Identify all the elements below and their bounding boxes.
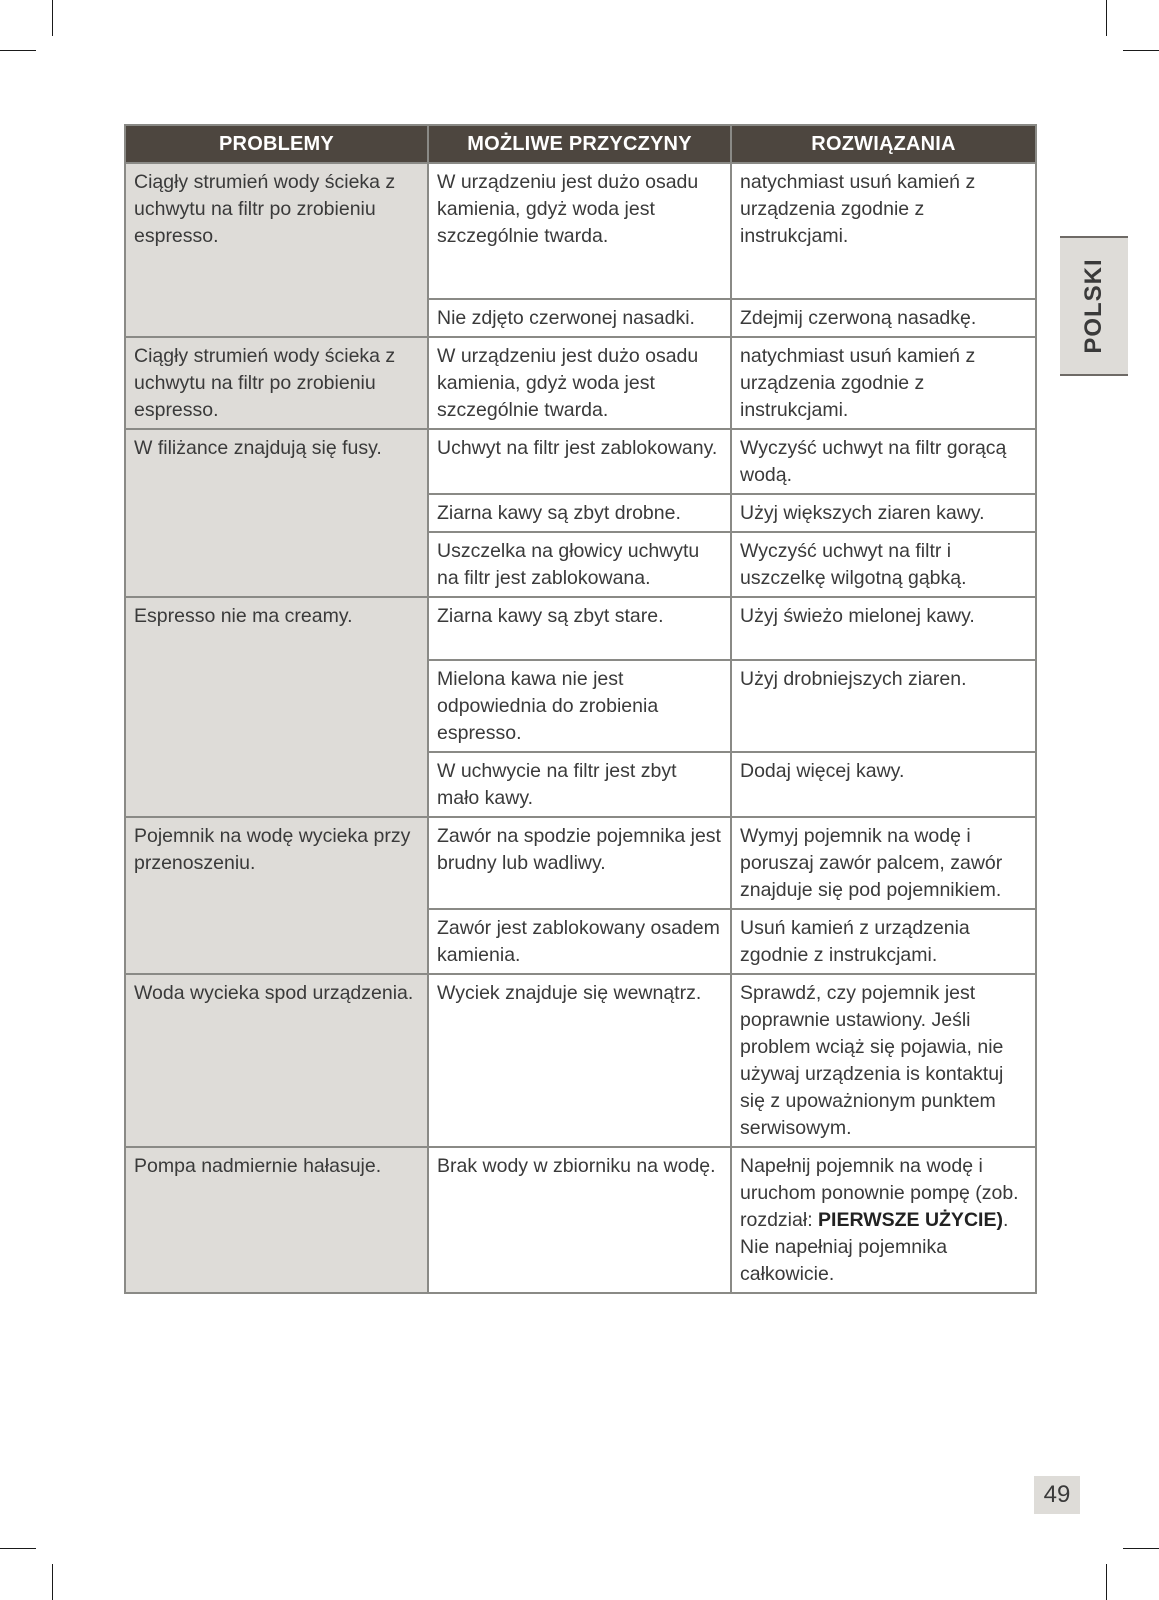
crop-mark: [1106, 0, 1107, 36]
solution-cell: natychmiast usuń kamień z urządzenia zgodnie z instrukcjami.: [731, 163, 1036, 299]
crop-mark: [52, 1564, 53, 1600]
cause-cell: W urządzeniu jest dużo osadu kamienia, gdyż woda jest szczególnie twarda.: [428, 337, 731, 429]
crop-mark: [1123, 1548, 1159, 1549]
solution-cell: Użyj drobniejszych ziaren.: [731, 660, 1036, 752]
cause-cell: W urządzeniu jest dużo osadu kamienia, gdyż woda jest szczególnie twarda.: [428, 163, 731, 299]
solution-cell: Wyczyść uchwyt na filtr i uszczelkę wilgotną gąbką.: [731, 532, 1036, 597]
table-row: [125, 429, 1036, 494]
solution-cell: Użyj świeżo mielonej kawy.: [731, 597, 1036, 660]
crop-mark: [1123, 50, 1159, 51]
troubleshooting-table: [124, 124, 1037, 1294]
page-number: 49: [1034, 1476, 1080, 1514]
solution-cell: Wyczyść uchwyt na filtr gorącą wodą.: [731, 429, 1036, 494]
table-row: [125, 817, 1036, 909]
cause-cell: Brak wody w zbiorniku na wodę.: [428, 1147, 731, 1293]
header-solutions: ROZWIĄZANIA: [731, 125, 1036, 163]
table-row: [125, 974, 1036, 1147]
solution-text: . Nie napełniaj pojemnika całkowicie.: [740, 1209, 1009, 1285]
cause-cell: Mielona kawa nie jest odpowiednia do zrobienia espresso.: [428, 660, 731, 752]
cause-cell: Ziarna kawy są zbyt stare.: [428, 597, 731, 660]
chapter-reference: PIERWSZE UŻYCIE): [818, 1209, 1003, 1231]
problem-cell: Pompa nadmiernie hałasuje.: [125, 1147, 428, 1293]
header-causes: MOŻLIWE PRZYCZYNY: [428, 125, 731, 163]
language-label: POLSKI: [1080, 258, 1107, 354]
table-row: [125, 1147, 1036, 1293]
problem-cell: Espresso nie ma creamy.: [125, 597, 428, 817]
cause-cell: Uszczelka na głowicy uchwytu na filtr jest zablokowana.: [428, 532, 731, 597]
table-row: [125, 597, 1036, 660]
problem-cell: W filiżance znajdują się fusy.: [125, 429, 428, 597]
solution-cell: [731, 1147, 1036, 1293]
cause-cell: Uchwyt na filtr jest zablokowany.: [428, 429, 731, 494]
problem-cell: Woda wycieka spod urządzenia.: [125, 974, 428, 1147]
solution-cell: natychmiast usuń kamień z urządzenia zgodnie z instrukcjami.: [731, 337, 1036, 429]
problem-cell: Ciągły strumień wody ścieka z uchwytu na filtr po zrobieniu espresso.: [125, 163, 428, 337]
solution-cell: Usuń kamień z urządzenia zgodnie z instrukcjami.: [731, 909, 1036, 974]
solution-cell: Dodaj więcej kawy.: [731, 752, 1036, 817]
cause-cell: Wyciek znajduje się wewnątrz.: [428, 974, 731, 1147]
cause-cell: Ziarna kawy są zbyt drobne.: [428, 494, 731, 532]
problem-cell: Ciągły strumień wody ścieka z uchwytu na filtr po zrobieniu espresso.: [125, 337, 428, 429]
table-row: [125, 337, 1036, 429]
table-row: [125, 163, 1036, 299]
crop-mark: [52, 0, 53, 36]
solution-cell: Zdejmij czerwoną nasadkę.: [731, 299, 1036, 337]
solution-cell: Wymyj pojemnik na wodę i poruszaj zawór palcem, zawór znajduje się pod pojemnikiem.: [731, 817, 1036, 909]
header-problems: PROBLEMY: [125, 125, 428, 163]
crop-mark: [1106, 1564, 1107, 1600]
cause-cell: Nie zdjęto czerwonej nasadki.: [428, 299, 731, 337]
problem-cell: Pojemnik na wodę wycieka przy przenoszeniu.: [125, 817, 428, 974]
language-tab: [1060, 236, 1128, 376]
cause-cell: Zawór na spodzie pojemnika jest brudny lub wadliwy.: [428, 817, 731, 909]
solution-cell: Użyj większych ziaren kawy.: [731, 494, 1036, 532]
cause-cell: W uchwycie na filtr jest zbyt mało kawy.: [428, 752, 731, 817]
cause-cell: Zawór jest zablokowany osadem kamienia.: [428, 909, 731, 974]
solution-cell: Sprawdź, czy pojemnik jest poprawnie ustawiony. Jeśli problem wciąż się pojawia, nie używaj urządzenia is kontaktuj się z upoważnionym punktem serwisowym.: [731, 974, 1036, 1147]
table-header-row: [125, 125, 1036, 163]
solution-text: Napełnij pojemnik na wodę i uruchom ponownie pompę (zob. rozdział:: [740, 1155, 1019, 1231]
crop-mark: [0, 1548, 36, 1549]
crop-mark: [0, 50, 36, 51]
